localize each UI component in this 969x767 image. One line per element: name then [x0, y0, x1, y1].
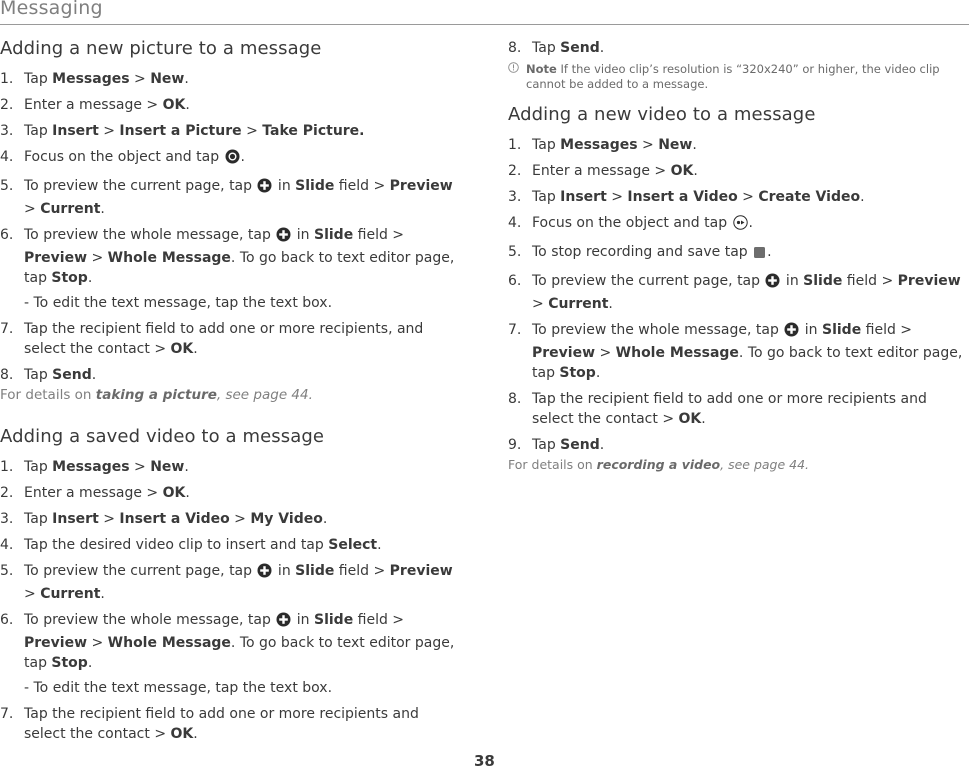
plus-circle-icon [765, 273, 780, 294]
page-number: 38 [474, 752, 495, 767]
list-item: 6. To preview the whole message, tap in Slide field > Preview > Whole Message. To go back to text editor page, tap Stop. - To edit the text message, tap the text box. [0, 225, 462, 313]
list-item: 5. To preview the current page, tap in Slide field > Preview > Current. [0, 178, 453, 217]
list-item: 9. Tap Send. [508, 437, 605, 453]
page-header: Messaging [0, 0, 103, 19]
section-title-new-video: Adding a new video to a message [508, 104, 816, 125]
plus-circle-icon [257, 178, 272, 199]
left-column [0, 38, 462, 750]
list-item: 8. Tap the recipient field to add one or more recipients and select the contact > OK. [508, 391, 927, 427]
list-item: 5. To preview the current page, tap in Slide field > Preview > Current. [0, 563, 453, 602]
note [508, 62, 969, 92]
list-item: 8. Tap Send. [0, 367, 97, 383]
list-item: 1. Tap Messages > New. [0, 71, 189, 87]
list-item: 3. Tap Insert > Insert a Video > My Video. [0, 511, 328, 527]
note-label: Note [526, 62, 557, 76]
right-column [508, 38, 969, 475]
list-item: 2. Enter a message > OK. [508, 163, 698, 179]
plus-circle-icon [784, 322, 799, 343]
list-item: 4. Focus on the object and tap . [508, 213, 969, 236]
sub-note: - To edit the text message, tap the text box. [24, 680, 333, 696]
record-icon [733, 215, 748, 236]
steps-continued [508, 38, 969, 58]
details-reference: For details on taking a picture, see page 44. [0, 387, 313, 403]
list-item: 4. Focus on the object and tap . [0, 147, 462, 170]
list-item: 2. Enter a message > OK. [0, 97, 190, 113]
section-title-new-picture: Adding a new picture to a message [0, 38, 322, 59]
list-item: 2. Enter a message > OK. [0, 485, 190, 501]
list-item: 6. To preview the whole message, tap in Slide field > Preview > Whole Message. To go back to text editor page, tap Stop. - To edit the text message, tap the text box. [0, 610, 462, 698]
info-icon [508, 62, 519, 77]
list-item: 3. Tap Insert > Insert a Video > Create Video. [508, 189, 865, 205]
plus-circle-icon [276, 612, 291, 633]
list-item: 5. To stop recording and save tap . [508, 242, 969, 265]
capture-icon [225, 149, 240, 170]
steps-saved-video [0, 457, 462, 744]
details-reference: For details on recording a video, see page 44. [508, 457, 810, 472]
list-item: 1. Tap Messages > New. [508, 137, 697, 153]
list-item: 8. Tap Send. [508, 40, 605, 56]
steps-new-picture [0, 69, 462, 385]
list-item: 4. Tap the desired video clip to insert and tap Select. [0, 537, 382, 553]
note-text: If the video clip’s resolution is “320x240” or higher, the video clip cannot be added to a message. [526, 62, 940, 91]
header-rule [0, 24, 969, 25]
list-item: 1. Tap Messages > New. [0, 459, 189, 475]
plus-circle-icon [276, 227, 291, 248]
list-item: 7. To preview the whole message, tap in Slide field > Preview > Whole Message. To go back to text editor page, tap Stop. [508, 322, 963, 381]
stop-icon [753, 245, 766, 265]
plus-circle-icon [257, 563, 272, 584]
sub-note: - To edit the text message, tap the text box. [24, 295, 333, 311]
list-item: 6. To preview the current page, tap in Slide field > Preview > Current. [508, 273, 961, 312]
list-item: 7. Tap the recipient field to add one or more recipients, and select the contact > OK. [0, 321, 424, 357]
list-item: 3. Tap Insert > Insert a Picture > Take Picture. [0, 123, 365, 139]
section-title-saved-video: Adding a saved video to a message [0, 426, 325, 447]
steps-new-video [508, 135, 969, 455]
list-item: 7. Tap the recipient field to add one or more recipients and select the contact > OK. [0, 706, 419, 742]
